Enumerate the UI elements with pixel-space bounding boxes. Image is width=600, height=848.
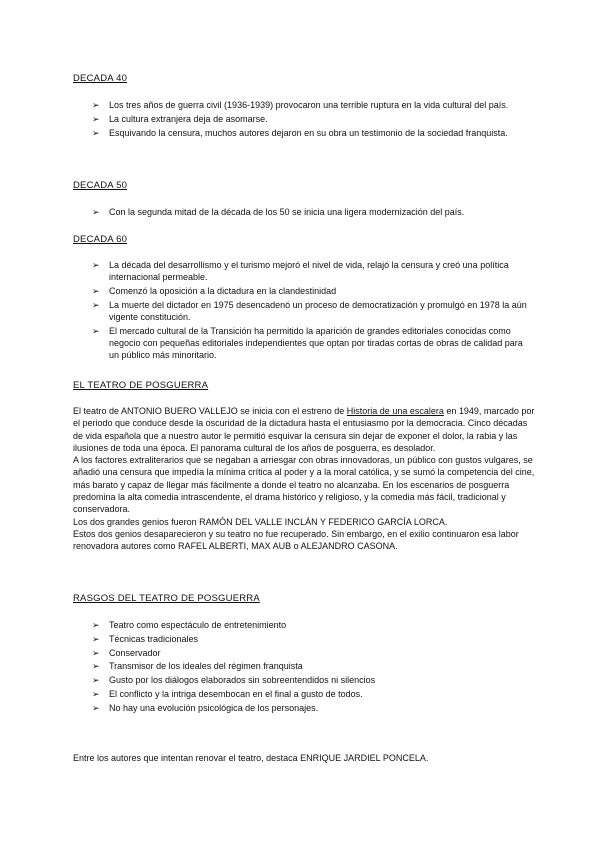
list-item bbox=[92, 127, 532, 139]
list-item-text: El mercado cultural de la Transición ha permitido la aparición de grandes editoriales conocidas como negocio con pequeñas editoriales independientes que optan por tiradas cortas de obras de calidad para un público más minoritario. bbox=[109, 325, 523, 361]
heading-decada-40: DECADA 40 bbox=[73, 73, 128, 84]
list-item-text: Los tres años de guerra civil (1936-1939) provocaron una terrible ruptura en la vida cultural del país. bbox=[109, 100, 509, 110]
closing-paragraph: Entre los autores que intentan renovar el teatro, destaca ENRIQUE JARDIEL PONCELA. bbox=[73, 753, 429, 763]
arrow-bullet-icon: ➢ bbox=[92, 207, 100, 217]
teatro-p1-text-after: en 1949, marcado por el periodo que conduce desde la oscuridad de la dictadura hasta el entusiasmo por la democracia. Cinco décadas de vida española que a nuestro autor le permitió esquivar la censura sin dejar de exponer el dolor, la rabia y las ilusiones de toda una época. El panorama cultural de los años de posguerra, es desolador. bbox=[73, 406, 535, 453]
list-item-text: Teatro como espectáculo de entretenimiento bbox=[109, 620, 287, 630]
teatro-paragraph-4: Estos dos genios desaparecieron y su teatro no fue recuperado. Sin embargo, en el exilio continuaron esa labor renovadora autores como RAFEL ALBERTI, MAX AUB o ALEJANDRO CASONA. bbox=[73, 528, 519, 552]
list-item bbox=[92, 660, 532, 672]
list-item-text: Con la segunda mitad de la década de los 50 se inicia una ligera modernización del país. bbox=[109, 207, 465, 217]
list-item-text: Técnicas tradicionales bbox=[109, 633, 199, 644]
list-item-text: Conservador bbox=[109, 647, 161, 658]
arrow-bullet-icon: ➢ bbox=[92, 113, 100, 124]
list-item bbox=[92, 99, 532, 111]
list-item bbox=[92, 633, 532, 645]
list-item bbox=[92, 285, 532, 297]
list-item-text: Transmisor de los ideales del régimen franquista bbox=[109, 661, 303, 672]
arrow-bullet-icon: ➢ bbox=[92, 702, 100, 713]
arrow-bullet-icon: ➢ bbox=[92, 688, 100, 699]
arrow-bullet-icon: ➢ bbox=[92, 286, 100, 296]
list-item bbox=[92, 619, 532, 631]
arrow-bullet-icon: ➢ bbox=[92, 633, 100, 644]
arrow-bullet-icon: ➢ bbox=[92, 325, 100, 336]
list-decada-50 bbox=[92, 206, 532, 220]
arrow-bullet-icon: ➢ bbox=[92, 260, 100, 270]
list-rasgos-teatro bbox=[92, 619, 532, 716]
list-item-text: No hay una evolución psicológica de los personajes. bbox=[109, 702, 319, 713]
arrow-bullet-icon: ➢ bbox=[92, 299, 100, 310]
list-item bbox=[92, 702, 532, 714]
list-decada-40 bbox=[92, 99, 532, 140]
list-item-text: La década del desarrollismo y el turismo mejoró el nivel de vida, relajó la censura y creó una política internacional permeable. bbox=[109, 260, 509, 283]
arrow-bullet-icon: ➢ bbox=[92, 620, 100, 630]
list-item-text: Comenzó la oposición a la dictadura en la clandestinidad bbox=[109, 286, 337, 296]
heading-teatro-posguerra: EL TEATRO DE POSGUERRA bbox=[73, 380, 209, 391]
list-item-text: La cultura extranjera deja de asomarse. bbox=[109, 113, 268, 124]
arrow-bullet-icon: ➢ bbox=[92, 127, 100, 138]
list-item-text: Esquivando la censura, muchos autores dejaron en su obra un testimonio de la sociedad franquista. bbox=[109, 127, 508, 138]
list-item-text: El conflicto y la intriga desembocan en el final a gusto de todos. bbox=[109, 688, 363, 699]
heading-decada-50: DECADA 50 bbox=[73, 180, 128, 191]
teatro-p1-text-before: El teatro de ANTONIO BUERO VALLEJO se inicia con el estreno de bbox=[73, 406, 347, 416]
teatro-paragraph-2: A los factores extraliterarios que se negaban a arriesgar con obras innovadoras, un público con gustos vulgares, se añadió una censura que impedía la mínima crítica al poder y a la moral católica, y se sumó la competencia del cine, más barato y capaz de llegar más fácilmente a donde el teatro no alcanzaba. En los escenarios de posguerra predomina la alta comedia intrascendente, el drama histórico y religioso, y la comedia más fácil, tradicional y conservadora. bbox=[73, 455, 535, 515]
heading-decada-60: DECADA 60 bbox=[73, 234, 128, 245]
arrow-bullet-icon: ➢ bbox=[92, 661, 100, 672]
list-item bbox=[92, 299, 532, 323]
list-item bbox=[92, 206, 532, 218]
list-item bbox=[92, 688, 532, 700]
list-item bbox=[92, 325, 532, 362]
arrow-bullet-icon: ➢ bbox=[92, 647, 100, 658]
teatro-paragraph-1 bbox=[73, 405, 535, 454]
teatro-body bbox=[73, 405, 535, 553]
list-item bbox=[92, 647, 532, 659]
list-item bbox=[92, 113, 532, 125]
list-item bbox=[92, 674, 532, 686]
list-decada-60 bbox=[92, 259, 532, 363]
list-item-text: La muerte del dictador en 1975 desencadenó un proceso de democratización y promulgó en 1978 la aún vigente constitución. bbox=[109, 299, 527, 322]
list-item bbox=[92, 259, 532, 283]
arrow-bullet-icon: ➢ bbox=[92, 100, 100, 110]
teatro-paragraph-3: Los dos grandes genios fueron RAMÓN DEL VALLE INCLÁN Y FEDERICO GARCÍA LORCA. bbox=[73, 516, 448, 527]
historia-escalera-title: Historia de una escalera bbox=[346, 406, 444, 416]
arrow-bullet-icon: ➢ bbox=[92, 675, 100, 686]
heading-rasgos-teatro: RASGOS DEL TEATRO DE POSGUERRA bbox=[73, 593, 260, 604]
list-item-text: Gusto por los diálogos elaborados sin sobreentendidos ni silencios bbox=[109, 675, 376, 686]
